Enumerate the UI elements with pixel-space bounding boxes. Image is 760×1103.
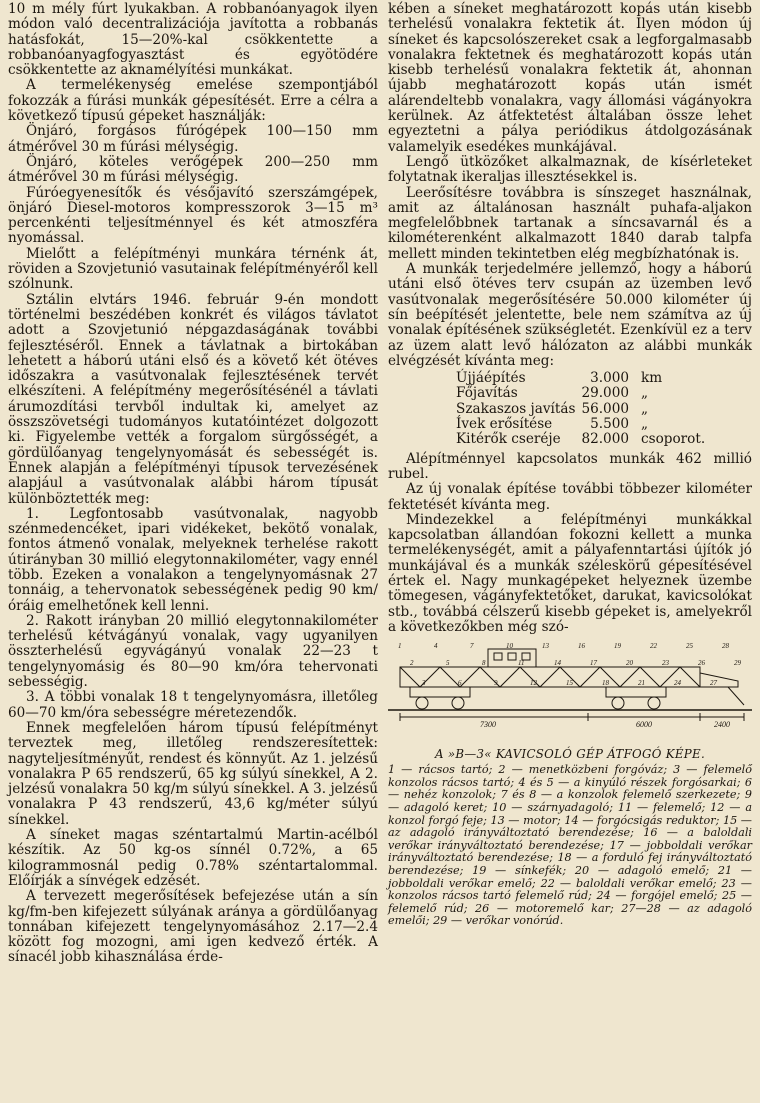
work-unit: „ [641, 385, 649, 402]
callout-number: 26 [698, 659, 705, 668]
callout-number: 9 [494, 679, 498, 688]
callout-number: 13 [542, 642, 549, 651]
figure-caption-title: A »B—3« KAVICSOLÓ GÉP ÁTFOGÓ KÉPE. [435, 747, 705, 762]
work-amount: 5.500 [590, 416, 630, 433]
machine-cabin [488, 649, 536, 667]
callout-number: 28 [722, 642, 729, 651]
paragraph: Fúróegyenesítők és vésőjavító szerszámgépek, önjáró Diesel-motoros kompresszorok 3—15 m³ percenkénti teljesítménnyel és két atmoszféra nyomással. [8, 184, 378, 247]
cabin-window [508, 653, 516, 660]
paragraph: A munkák terjedelmére jellemző, hogy a háború utáni első ötéves terv csupán az üzemben levő vasútvonalak megerősítésére 50.000 kilométer új sín beépítését jelentette, bele nem számítva az új vonalak építésének szükségletét. Ezenkívül ez a terv az üzem alatt levő hálózaton az alábbi munkák elvégzését kívánta meg: [388, 261, 752, 369]
table-row [456, 417, 711, 432]
work-name: Ívek erősítése [456, 416, 553, 433]
callout-number: 4 [434, 642, 438, 651]
work-name: Szakaszos javítás [456, 400, 576, 417]
work-name: Újjáépítés [456, 370, 526, 387]
wheel [612, 697, 624, 709]
bogie-right [606, 687, 666, 697]
callout-number: 1 [398, 642, 402, 651]
cantilever-arm [700, 673, 738, 687]
truss-lattice [400, 667, 700, 687]
paragraph: Lengő ütközőket alkalmaznak, de kísérleteket folytatnak ikeraljas illesztésekkel is. [388, 153, 752, 186]
paragraph: Önjáró, köteles verőgépek 200—250 mm átmérővel 30 m fúrási mélységig. [8, 153, 378, 186]
callout-numbers [398, 642, 742, 687]
table-row [456, 386, 711, 401]
paragraph: Ennek megfelelően három típusú felépítményt terveztek meg, illetőleg rendszeresítettek: nagyteljesítményűt, rendest és könnyűt. Az 1. jelzésű vonalakra P 65 rendszerű, 65 kg súlyú sínekkel, A 2. jelzésű vonalakra 50 kg/m súlyú sínekkel. A 3. jelzésű vonalakra P 43 rendszerű, 43,6 kg/méter súlyú sínekkel. [8, 719, 378, 828]
figure-caption-legend: 1 — rácsos tartó; 2 — menetközbeni forgóváz; 3 — felemelő konzolos rácsos tartó; 4 és 5 — a kinyúló részek forgósarkai; 6 — nehéz konzolok; 7 és 8 — a konzolok felemelő szerkezete; 9 — adagoló keret; 10 — szárnyadagoló; 11 — felemelő; 12 — a konzol forgó feje; 13 — motor; 14 — forgócsigás reduktor; 15 — az adagoló irányváltoztató berendezése; 16 — a baloldali verőkar irányváltoztató berendezése; 17 — jobboldali verőkar irányváltoztató berendezése; 18 — a forduló fej irányváltoztató berendezése; 19 — sínkefék; 20 — adagoló emelő; 21 — jobboldali verőkar emelő; 22 — baloldali verőkar emelő; 23 — konzolos rácsos tartó felemelő rúd; 24 — forgójel emelő; 25 — felemelő rúd; 26 — motoremelő kar; 27—28 — az adagoló emelői; 29 — verőkar vonórúd. [388, 763, 752, 928]
cabin-window [494, 653, 502, 660]
wheel [452, 697, 464, 709]
paragraph: Sztálin elvtárs 1946. február 9-én mondott történelmi beszédében konkrét és világos távlatot adott a Szovjetunió népgazdaságának további fejlesztéséről. Ennek a távlatnak a birtokában lehetett a háború utáni első és a követő két ötéves időszakra a vasútvonalak fejlesztésének tervét elkészíteni. A felépítmény megerősítésénél a távlati árumozdítási tervből indultak ki, amelyet az összszövetségi tudományos kutatóintézet dolgozott ki. Figyelembe vették a forgalom sürgősségét, a gördülőanyag tengelynyomását és sebességét is. Ennek alapján a felépítményi típusok tervezésének alapjául a vasútvonalak alábbi három típusát különböztették meg: [8, 291, 378, 507]
paragraph: A termelékenység emelése szempontjából fokozzák a fúrási munkák gépesítését. Erre a célra a következő típusú gépeket használják: [8, 77, 378, 125]
paragraph: Mindezekkel a felépítményi munkákkal kapcsolatban állandóan fokozni kellett a munka termelékenységét, amit a pályafenntartási újítók jó munkájával és a munkák széleskörű gépesítésével értek el. Nagy munkagépeket helyeznek üzembe tömegesen, vágányfektetőket, darukat, kavicsolókat stb., továbbá célszerű kisebb gépeket is, amelyekről a következőkben még szó- [388, 511, 752, 635]
works-table [456, 371, 711, 447]
callout-number: 2 [410, 659, 414, 668]
wheel [416, 697, 428, 709]
paragraph: A tervezett megerősítések befejezése után a sín kg/fm-ben kifejezett súlyának aránya a gördülőanyag tonnában kifejezett tengelynyomásához 2.17—2.4 között fog mozogni, ami igen kedvező érték. A sínacél jobb kihasználása érde- [8, 888, 378, 966]
callout-number: 5 [446, 659, 450, 668]
callout-number: 19 [614, 642, 621, 651]
paragraph: Önjáró, forgásos fúrógépek 100—150 mm átmérővel 30 m fúrási mélységig. [8, 123, 378, 155]
work-unit: km [641, 370, 663, 387]
work-amount: 29.000 [581, 385, 630, 402]
paragraph: Alépítménnyel kapcsolatos munkák 462 millió rubel. [388, 450, 752, 482]
callout-number: 14 [554, 659, 561, 668]
callout-number: 25 [686, 642, 693, 651]
callout-number: 22 [650, 642, 657, 651]
machine-svg [388, 641, 752, 737]
callout-number: 6 [458, 679, 462, 688]
work-amount: 3.000 [590, 370, 630, 387]
callout-number: 24 [674, 679, 681, 688]
callout-number: 3 [422, 679, 426, 688]
table-row [456, 432, 711, 447]
callout-number: 16 [578, 642, 585, 651]
work-name: Főjavítás [456, 385, 518, 402]
work-unit: „ [641, 400, 649, 417]
dimension-label: 2400 [714, 720, 730, 730]
callout-number: 17 [590, 659, 597, 668]
work-unit: csoporot. [641, 431, 706, 448]
dimension-label: 7300 [480, 720, 496, 730]
table-row [456, 402, 711, 417]
callout-number: 11 [518, 659, 525, 668]
callout-number: 12 [530, 679, 537, 688]
work-name: Kitérők cseréje [456, 431, 561, 448]
paragraph: Mielőtt a felépítményi munkára térnénk át, röviden a Szovjetunió vasutainak felépítményéről kell szólnunk. [8, 245, 378, 293]
callout-number: 21 [638, 679, 645, 688]
callout-number: 23 [662, 659, 669, 668]
callout-number: 8 [482, 659, 486, 668]
callout-number: 29 [734, 659, 741, 668]
work-amount: 56.000 [581, 400, 630, 417]
wing-feeder [728, 687, 744, 705]
list-item: 1. Legfontosabb vasútvonalak, nagyobb szénmedencéket, ipari vidékeket, bekötő vonalak, fontos átmenő vonalak, melyeknek terhelése rakott útirányban 30 millió elegytonnakilométer, vagy ennél több. Ezeken a vonalakon a tengelynyomásnak 27 tonnáig, a tehervonatok sebességének pedig 90 km/óráig emelhetőnek kell lenni. [8, 505, 378, 614]
callout-number: 10 [506, 642, 513, 651]
list-item: 3. A többi vonalak 18 t tengelynyomásra, illetőleg 60—70 km/óra sebességre méretezendők. [8, 689, 378, 721]
paragraph: A síneket magas széntartalmú Martin-acélból készítik. Az 50 kg-os sínnél 0.72%, a 65 kilogrammosnál pedig 0.78% széntartalommal. Előírják a sínvégek edzését. [8, 827, 378, 889]
callout-number: 27 [710, 679, 717, 688]
callout-number: 20 [626, 659, 633, 668]
ballast-machine-drawing [388, 641, 752, 737]
bogie-left [410, 687, 470, 697]
callout-number: 7 [470, 642, 474, 651]
work-unit: „ [641, 416, 649, 433]
list-item: 2. Rakott irányban 20 millió elegytonnakilométer terhelésű kétvágányú vonalak, vagy ugyanilyen összterhelésű egyvágányú vonalak 22—23 t tengelynyomásig és 80—90 km/óra tehervonati sebességig. [8, 612, 378, 691]
paragraph: Leerősítésre továbbra is sínszeget használnak, amit az általánosan használt puhafa-aljakon megfelelőbbnek tartanak a síncsavarnál és a kilométerenként alkalmazott 1840 darab talpfa mellett minden tekintetben elég megbízhatónak is. [388, 184, 752, 262]
callout-number: 15 [566, 679, 573, 688]
work-amount: 82.000 [581, 431, 630, 448]
paragraph: 10 m mély fúrt lyukakban. A robbanóanyagok ilyen módon való decentralizációja javította a robbanás hatásfokát, 15—20%-kal csökkentette a robbanóanyagfogyasztást és egyötödére csökkentette az aknamélyítési munkákat. [8, 1, 378, 79]
dimension-label: 6000 [636, 720, 652, 730]
paragraph: Az új vonalak építése további többezer kilométer fektetését kívánta meg. [388, 481, 752, 513]
right-column [388, 2, 752, 928]
paragraph: kében a síneket meghatározott kopás után kisebb terhelésű vonalakra fektetik át. Ilyen módon új síneket és kapcsolószereket csak a legforgalmasabb vonalakra fektetnek és meghatározott kopás után kisebb terhelésű vonalakra fektetik át, ahonnan újabb meghatározott kopás után ismét alárendeltebb vonalakra, vagy állomási vágányokra kerülnek. Az átfektetést általában össze lehet egyeztetni a pálya periódikus átdolgozásának valamelyik esedékes munkájával. [388, 1, 752, 155]
left-column [8, 2, 378, 966]
callout-number: 18 [602, 679, 609, 688]
wheel [648, 697, 660, 709]
table-row [456, 371, 711, 386]
